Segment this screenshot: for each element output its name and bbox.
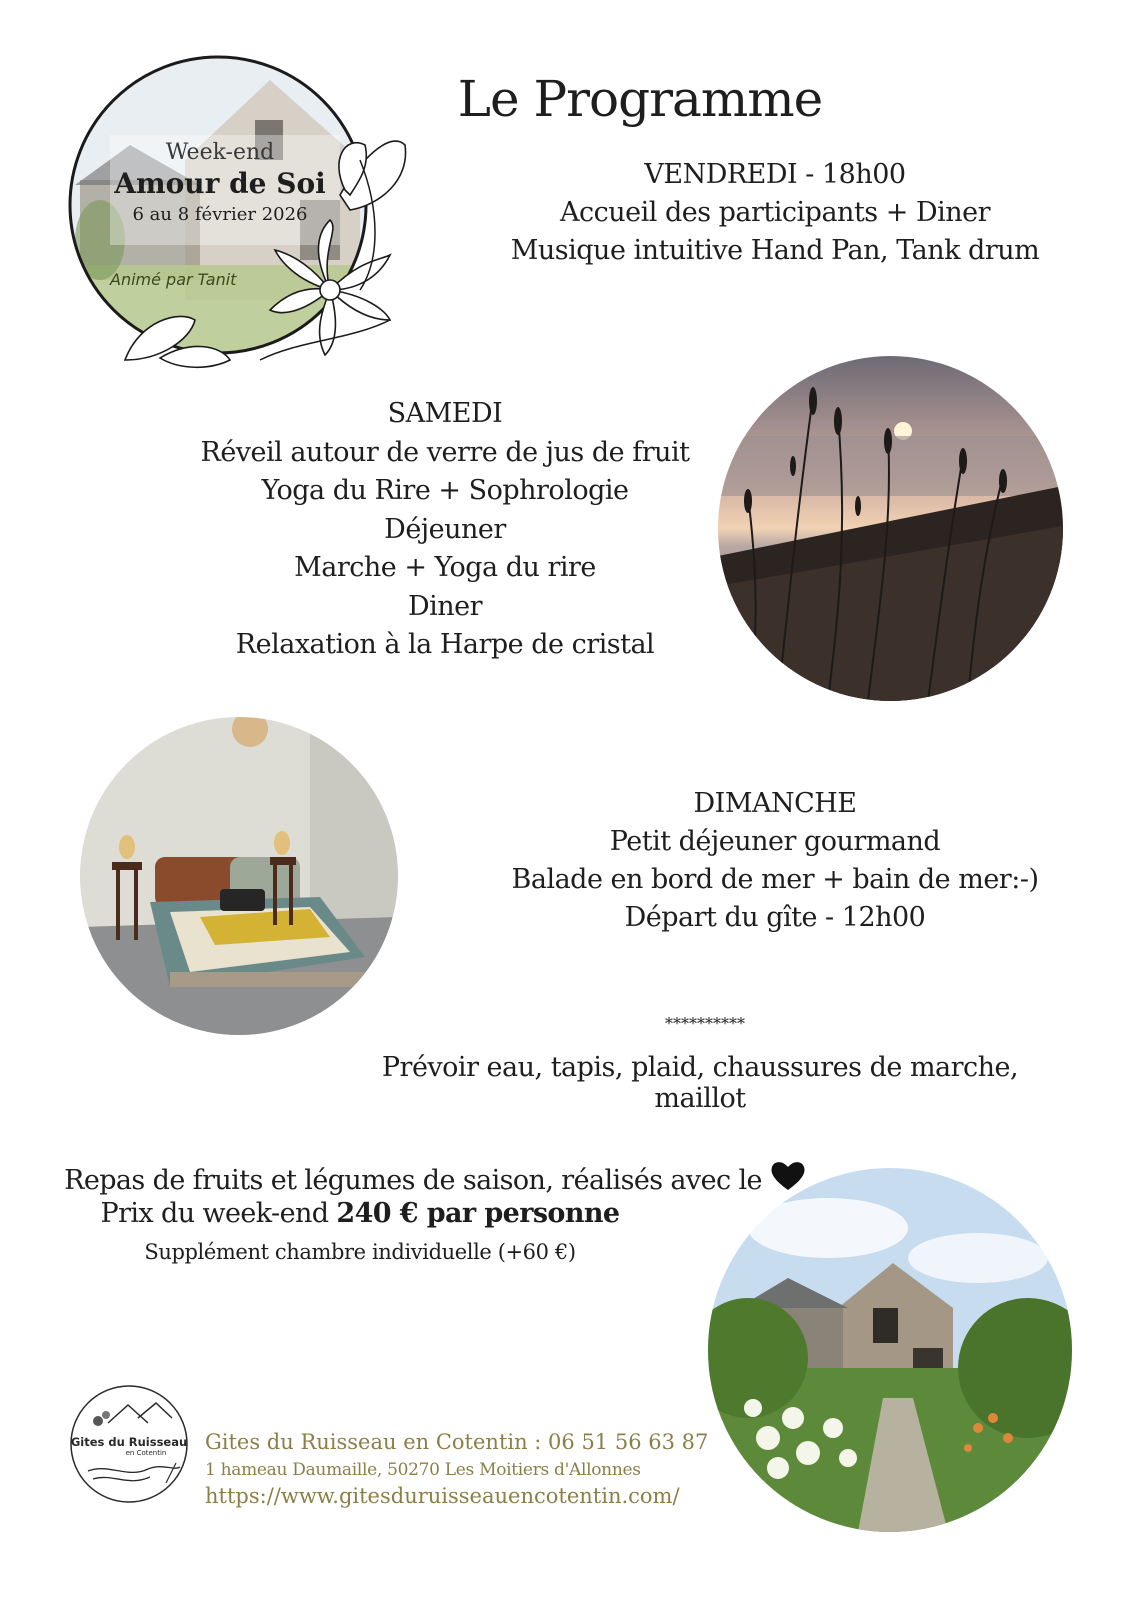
price-amount: 240 € par personne <box>336 1198 620 1229</box>
bedroom-photo <box>80 717 398 1035</box>
garden-photo <box>708 1168 1072 1532</box>
friday-item: Musique intuitive Hand Pan, Tank drum <box>510 235 1040 266</box>
contact-phone: Gites du Ruisseau en Cotentin : 06 51 56 63 87 <box>205 1430 709 1454</box>
saturday-item: Diner <box>407 590 483 622</box>
page-title: Le Programme <box>457 70 823 128</box>
sunday-heading: DIMANCHE <box>693 788 857 819</box>
saturday-section <box>150 395 740 665</box>
gites-logo <box>68 1383 190 1505</box>
logo-subtitle: en Cotentin <box>125 1449 167 1457</box>
badge-weekend: Week-end <box>165 140 275 165</box>
saturday-item: Déjeuner <box>384 513 506 545</box>
sunset-photo <box>718 356 1063 701</box>
saturday-item: Marche + Yoga du rire <box>294 552 596 583</box>
website-link[interactable]: https://www.gitesduruisseauencotentin.com/ <box>205 1484 680 1508</box>
event-badge <box>60 40 410 370</box>
saturday-item: Réveil autour de verre de jus de fruit <box>200 436 690 468</box>
price-line <box>60 1198 660 1229</box>
sunday-section <box>490 785 1060 937</box>
sunday-item: Départ du gîte - 12h00 <box>624 902 926 933</box>
friday-section <box>490 156 1060 270</box>
saturday-heading: SAMEDI <box>387 398 503 429</box>
footer-contact <box>205 1430 725 1508</box>
sunday-item: Balade en bord de mer + bain de mer:-) <box>511 864 1039 895</box>
friday-heading: VENDREDI - 18h00 <box>644 159 906 190</box>
logo-name: Gites du Ruisseau <box>70 1435 188 1449</box>
separator: ********** <box>665 1014 745 1033</box>
sunday-item: Petit déjeuner gourmand <box>609 826 941 857</box>
price-prefix: Prix du week-end <box>100 1198 329 1229</box>
meals-note <box>60 1160 810 1199</box>
bring-list: Prévoir eau, tapis, plaid, chaussures de marche, maillot <box>381 1052 1019 1114</box>
contact-address: 1 hameau Daumaille, 50270 Les Moitiers d'Allonnes <box>205 1460 641 1480</box>
saturday-item: Yoga du Rire + Sophrologie <box>261 475 629 506</box>
badge-dates: 6 au 8 février 2026 <box>132 204 308 225</box>
saturday-item: Relaxation à la Harpe de cristal <box>235 629 655 660</box>
badge-host: Animé par Tanit <box>110 270 237 289</box>
friday-item: Accueil des participants + Diner <box>559 197 990 228</box>
meals-text: Repas de fruits et légumes de saison, réalisés avec le <box>64 1165 762 1196</box>
supplement-note: Supplément chambre individuelle (+60 €) <box>144 1240 576 1264</box>
badge-title: Amour de Soi <box>114 167 326 200</box>
